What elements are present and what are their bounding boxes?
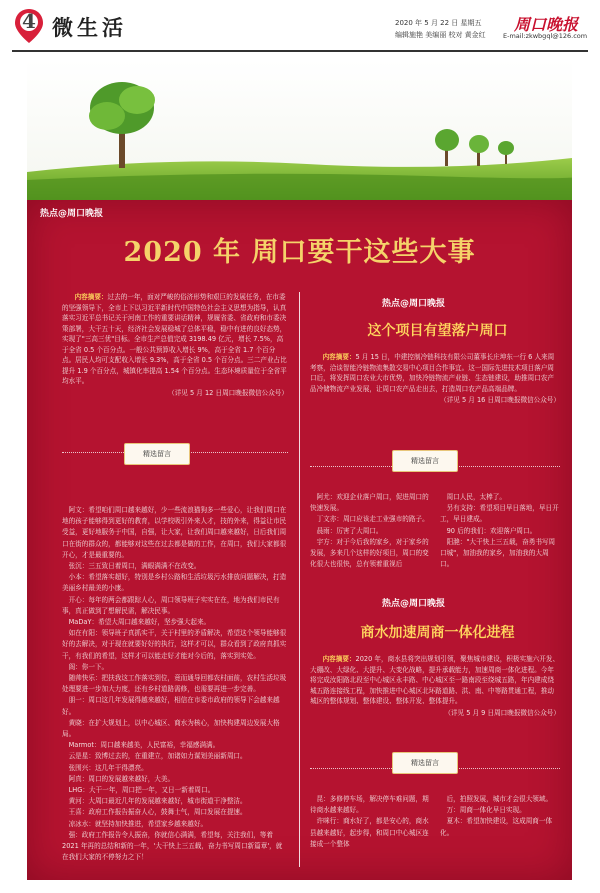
article2-comments-left: [310, 492, 430, 570]
article3-lead-text: 2020 年，商水县将突出规划引领，聚焦城市建设，积极实施六开发、大棚改、大绿化、大提升、大变化战略，提升承载能力，加速周商一体化进程。今年将完成汝阳路北段至中心城区永丰路、中心城区至一路南段至绕城五路，年内建成绕城五路连接线工程，加快推进中心城区北环路道路、洪、南、中等路贯通工程，推动城区的整体规划、整体建设、整体开发、整体提升。: [310, 655, 560, 706]
comment-item: 黄晓：在扩大规划上，以中心城区、商水为核心，加快构建周边发展大格局。: [62, 718, 280, 739]
column-divider: [299, 292, 300, 867]
article2-source-tag: 热点@周口晚报: [382, 299, 446, 309]
article2-title: 这个项目有望落户周口: [367, 323, 508, 339]
article3-comments-left: [310, 794, 430, 870]
article3-summary: [310, 654, 560, 717]
comment-item: 黄河：大周口最近几年的发展越来越好，城市街道干净整洁。: [62, 797, 247, 806]
article3-title: 商水加速周商一体化进程: [360, 625, 515, 641]
badge-label: 精选留言: [143, 450, 171, 458]
source-tag: 热点@周口晚报: [40, 209, 104, 219]
comment-item: 云是星：致博过去的，在重建立，加诸如力谋划美丽新周口。: [62, 752, 247, 761]
article3-comments: [310, 794, 560, 870]
comment-item: 另有支持：希望项目早日落地，早日开工，早日建成。: [440, 504, 559, 524]
comment-item: 宇方：对于今后我的家乡，对于家乡的发展，多来几个这样的好项目，周口的变化很大也很快，总有领着重视后: [310, 537, 429, 569]
article2-comments-right: [440, 492, 560, 570]
article2-comments: [310, 492, 560, 570]
article2-summary: [310, 352, 560, 404]
badge-label: 精选留言: [411, 759, 439, 767]
comment-item: 朋一：周口这几年发展得越来越好，相信在市委市政府的领导下会越来越好。: [62, 696, 280, 716]
article1-source-note: （详见 5 月 12 日周口晚报微信公众号）: [168, 388, 288, 397]
nature-banner-image: [27, 60, 572, 200]
article1-comments-badge: [124, 443, 190, 465]
comment-item: 晨雨：厉害了大周口。: [310, 526, 383, 535]
comment-item: 开心：每年的两会都跟踪人心，周口领导班子实实在在，地为我们市民有事，真正做到了想解民需，解决民事。: [62, 595, 280, 615]
comment-item: LHG：大干一年，周口把一年，又日一新着周口。: [62, 786, 215, 795]
comment-item: 小本：希望落实超好，特别是乡村公路和生活垃圾污水排放问题解决，打造美丽乡村最美的小康。: [62, 573, 287, 593]
section-title: 微生活: [52, 15, 127, 40]
comment-item: 周口人民，太棒了。: [440, 493, 506, 501]
comment-item: 阁：你一下。: [62, 662, 109, 671]
comment-item: 夏木：希望加快建设，这成周商一体化。: [440, 817, 553, 837]
comment-item: 凉冰水：就坚持加快推进，希望家乡越来越好。: [62, 819, 208, 828]
comment-item: 阿文：希望咱们周口越来越好，少一些流浪猫狗多一些爱心，让我们周口在地的孩子能够得到更好的教育，以学校吸引外来人才，技的外来，得益让市民受益，更好地服务于中国，自强，让大家，让我们周口越来越好，日后我们周口在街的群众的，都能够对这些在过去都是做的工作，在周口，我们大家都很开心，才是最重要的。: [62, 506, 287, 559]
comment-item: 强：政府工作报告令人振奋，你就信心满满，希望每，关注我们，等着 2021 年再的总结和新的一年，'大干快上三五载，奋力书写周口新篇章'，就在我们大家的不停努力之下！: [62, 830, 283, 862]
email-address: E-mail:zkwbgql@126.com: [503, 32, 588, 40]
badge-label: 精选留言: [411, 457, 439, 465]
article2-source-note: （详见 5 月 16 日周口晚报微信公众号）: [440, 396, 560, 405]
article1-comments: [62, 505, 288, 875]
comment-item: 随帅快乐：把扶我这工作落实到位，竟而通导回都农村面前，农村生活垃圾处理要进一步加大力度，还有乡村道路需修，也需要再进一步完善。: [62, 674, 287, 694]
comment-item: 阿尤：欢迎企业落户周口，促进周口的快速发展。: [310, 493, 429, 513]
comment-item: 如在有阳：领导班子真抓实干，关于村里的矛盾解决，希望这个领导能够很好的去解决，对于现在就要好好的执行，这样才可以，群众看到了政府真抓实干，有我们的希望，这样才可以能走好才能对今后的，落实到实处。: [62, 629, 287, 660]
comment-item: 丁文亦：周口应该走工业强市的路子。: [310, 515, 429, 524]
staff-line: 编辑施艳 美编丽 校对 黄金红: [395, 31, 486, 39]
article3-source-tag: 热点@周口晚报: [382, 599, 446, 609]
newspaper-logo: 周口晚报: [514, 15, 579, 34]
comment-item: 阿真：周口的发展越来越好，大美。: [62, 774, 175, 783]
page-number: 4: [22, 9, 36, 33]
article1-lead-text: 过去的一年，面对严峻的俗济形势和艰巨的发展任务，在市委的坚强领导下，全市上下以习近平新时代中国特色社会主义思想为指导，认真落实习近平总书记关于河南工作的重要讲话精神，规履省委、省政府和市委决策部署，大干五十天，经济社会发展稳城了总体平稳，稳中有进的良好态势，实现了"三高三优"目标。全市生产总值完成 3198.49 亿元，增长 7.5%，高于全省 0.5 个百分点。一般公共预算收入增长 9%，高于全省 1.7 个百分点。居民人均可支配收入增长 9.3%，高于全省 0.5 个百分点。三二产业占比提升 1.9 个百分点，城镇化率提高 1.54 个百分点。生态环境质量位于全省平均水平。: [62, 293, 287, 386]
article3-lead-label: 内容摘要：: [322, 655, 356, 663]
comment-item: 张围兴：这几年干得漂亮。: [62, 763, 148, 772]
article1-summary: [62, 292, 288, 397]
article1-lead-label: 内容摘要：: [74, 293, 108, 301]
comment-item: Marmot：周口越来越美，人民富裕，幸福感满满。: [62, 741, 220, 750]
main-headline: 2020 年 周口要干这些大事: [123, 237, 476, 268]
comment-item: 后，拍照发展，城市才会很大领域。: [440, 795, 553, 803]
date-line: 2020 年 5 月 22 日 星期五: [395, 19, 482, 27]
article2-lead-label: 内容摘要：: [322, 353, 356, 361]
article2-lead-text: 5 月 15 日，中建控制冷链科技有限公司董事长庄坤东一行 6 人来周考察，洽谈智能冷链物流集散交易中心项目合作事宜。这一国际先进技术项目落户周口后，将发挥周口农业大市优势，加快冷链物流产业链、生态链建设，助推周口农产品冷储物流产业发展，让周口农产品走出去，打造周口农产品高端品牌。: [310, 353, 555, 393]
comment-item: 许咪行：商水好了，都是安心的，商水县越来越好，起步得，和周口中心城区连接成一个整体: [310, 817, 429, 848]
comment-item: 阳滟："大干快上三五载，奋勇书写周口城"，加油我的家乡，加油我的大周口。: [440, 537, 556, 569]
comment-item: MaDaY：希望大周口越来越好，坚步强大起来。: [62, 618, 211, 627]
article3-comments-right: [440, 794, 560, 870]
article3-comments-badge: [392, 752, 458, 774]
comment-item: 张沉：三五致日着周口，满眼满满不在改变。: [62, 562, 201, 571]
comment-item: 王喜：政府工作报告振奋人心，鼓舞士气，周口发展在提速。: [62, 808, 247, 817]
comment-item: 昆：多修停车场，解决停车难问题，期待商水越来越好。: [310, 795, 429, 815]
comment-item: 万：周商一体化早日实现。: [440, 806, 526, 815]
masthead-rule: [12, 50, 588, 52]
article2-comments-badge: [392, 450, 458, 472]
article3-source-note: （详见 5 月 9 日周口晚报微信公众号）: [444, 708, 560, 717]
comment-item: 90 后的我们：欢迎落户周口。: [440, 526, 537, 535]
